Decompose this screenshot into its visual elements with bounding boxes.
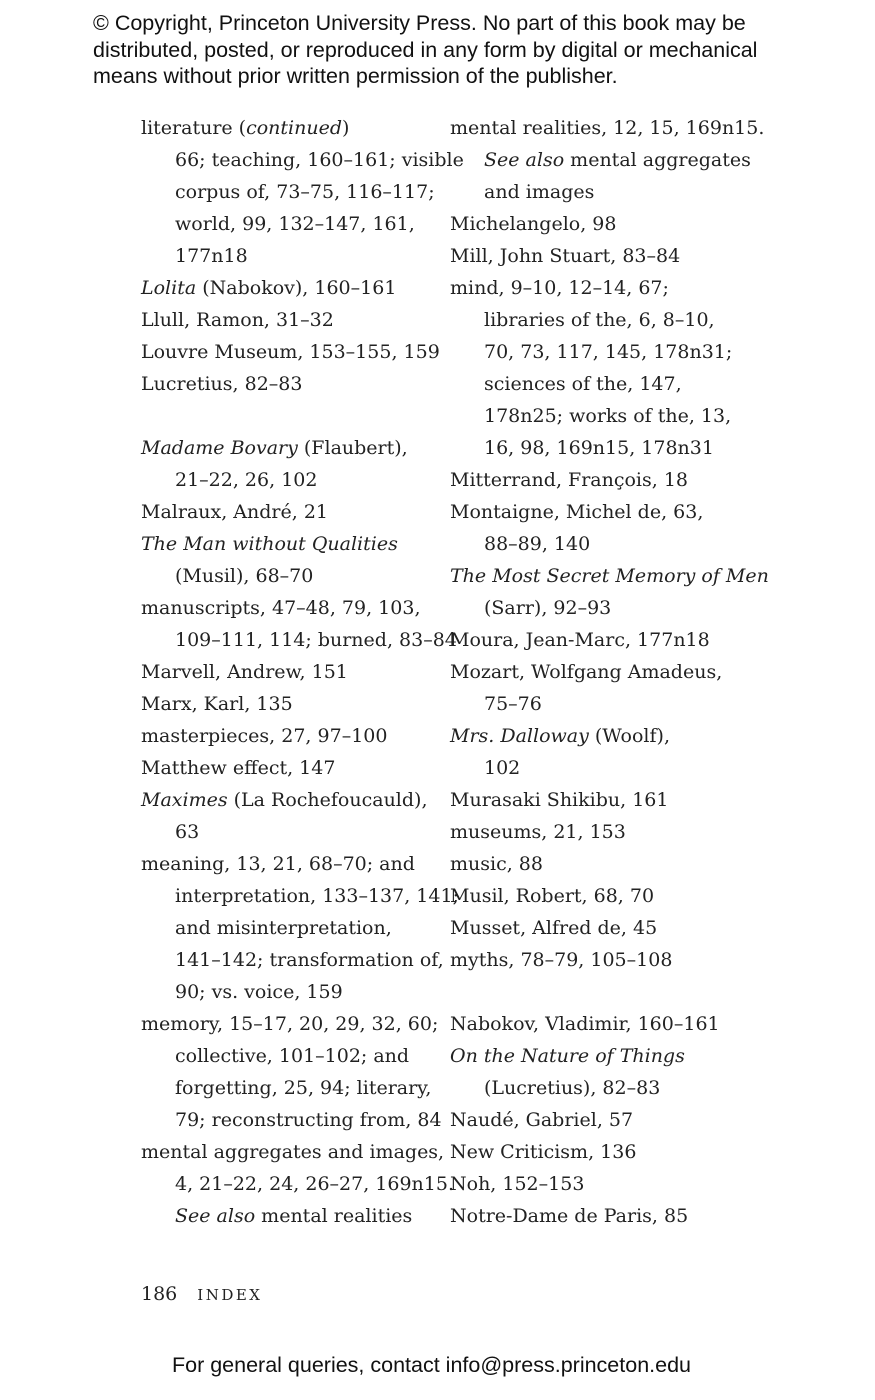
index-entry: Marx, Karl, 135 — [141, 693, 293, 715]
index-entry: Madame Bovary (Flaubert), 21–22, 26, 102 — [141, 437, 408, 491]
index-entry: Musset, Alfred de, 45 — [450, 917, 658, 939]
contact-footer: For general queries, contact info@press.princeton.edu — [172, 1353, 692, 1377]
index-entry: Notre-Dame de Paris, 85 — [450, 1205, 689, 1227]
index-entry: mind, 9–10, 12–14, 67; libraries of the, 6, 8–10, 70, 73, 117, 145, 178n31; sciences of the, 147, 178n25; works of the, 13, 16, 98, 169n15, 178n31 — [450, 277, 733, 459]
letter-group-gap — [450, 976, 750, 1008]
index-entry: Noh, 152–153 — [450, 1173, 585, 1195]
index-entry: Michelangelo, 98 — [450, 213, 617, 235]
page-folio — [141, 1278, 262, 1311]
index-entry: New Criticism, 136 — [450, 1141, 637, 1163]
index-entry: Nabokov, Vladimir, 160–161 — [450, 1013, 720, 1035]
index-entry: masterpieces, 27, 97–100 — [141, 725, 388, 747]
index-column-left — [141, 112, 464, 1232]
copyright-notice — [93, 10, 853, 90]
index-entry: Malraux, André, 21 — [141, 501, 329, 523]
index-entry: The Most Secret Memory of Men (Sarr), 92–93 — [450, 565, 769, 619]
index-entry: Louvre Museum, 153–155, 159 — [141, 341, 440, 363]
index-entry: mental realities, 12, 15, 169n15. See also mental aggregates and images — [450, 117, 765, 203]
index-entry: literature (continued) 66; teaching, 160–161; visible corpus of, 73–75, 116–117; world, 99, 132–147, 161, 177n18 — [141, 117, 464, 267]
index-entry: manuscripts, 47–48, 79, 103, 109–111, 114; burned, 83–84 — [141, 597, 457, 651]
copyright-line: means without prior written permission of the publisher. — [93, 64, 618, 88]
index-entry: The Man without Qualities (Musil), 68–70 — [141, 533, 398, 587]
index-entry: Matthew effect, 147 — [141, 757, 336, 779]
index-entry: mental aggregates and images, 4, 21–22, 24, 26–27, 169n15. See also mental realities — [141, 1141, 455, 1227]
index-entry: museums, 21, 153 — [450, 821, 626, 843]
index-entry: Marvell, Andrew, 151 — [141, 661, 348, 683]
copyright-line: distributed, posted, or reproduced in any form by digital or mechanical — [93, 37, 758, 62]
index-entry: meaning, 13, 21, 68–70; and interpretation, 133–137, 141; and misinterpretation, 141–142; transformation of, 90; vs. voice, 159 — [141, 853, 459, 1003]
index-entry: Lolita (Nabokov), 160–161 — [141, 277, 397, 299]
index-entry: Moura, Jean-Marc, 177n18 — [450, 629, 710, 651]
index-entry: On the Nature of Things (Lucretius), 82–83 — [450, 1045, 685, 1099]
index-entry: Mitterrand, François, 18 — [450, 469, 689, 491]
index-entry: Llull, Ramon, 31–32 — [141, 309, 334, 331]
index-entry: Mozart, Wolfgang Amadeus, 75–76 — [450, 661, 723, 715]
index-entry: music, 88 — [450, 853, 543, 875]
index-entry: memory, 15–17, 20, 29, 32, 60; collective, 101–102; and forgetting, 25, 94; literary, 79; reconstructing from, 84 — [141, 1013, 442, 1131]
index-entry: Musil, Robert, 68, 70 — [450, 885, 655, 907]
index-entry: myths, 78–79, 105–108 — [450, 949, 673, 971]
index-entry: Lucretius, 82–83 — [141, 373, 303, 395]
index-entry: Maximes (La Rochefoucauld), 63 — [141, 789, 428, 843]
index-entry: Murasaki Shikibu, 161 — [450, 789, 669, 811]
index-entry: Naudé, Gabriel, 57 — [450, 1109, 634, 1131]
index-entry: Montaigne, Michel de, 63, 88–89, 140 — [450, 501, 704, 555]
copyright-line: © Copyright, Princeton University Press. No part of this book may be — [93, 11, 746, 35]
page-number: 186 — [141, 1283, 178, 1305]
letter-group-gap — [141, 400, 431, 432]
index-column-right — [450, 112, 769, 1232]
index-entry: Mill, John Stuart, 83–84 — [450, 245, 681, 267]
running-head: INDEX — [197, 1286, 263, 1304]
index-entry: Mrs. Dalloway (Woolf), 102 — [450, 725, 670, 779]
